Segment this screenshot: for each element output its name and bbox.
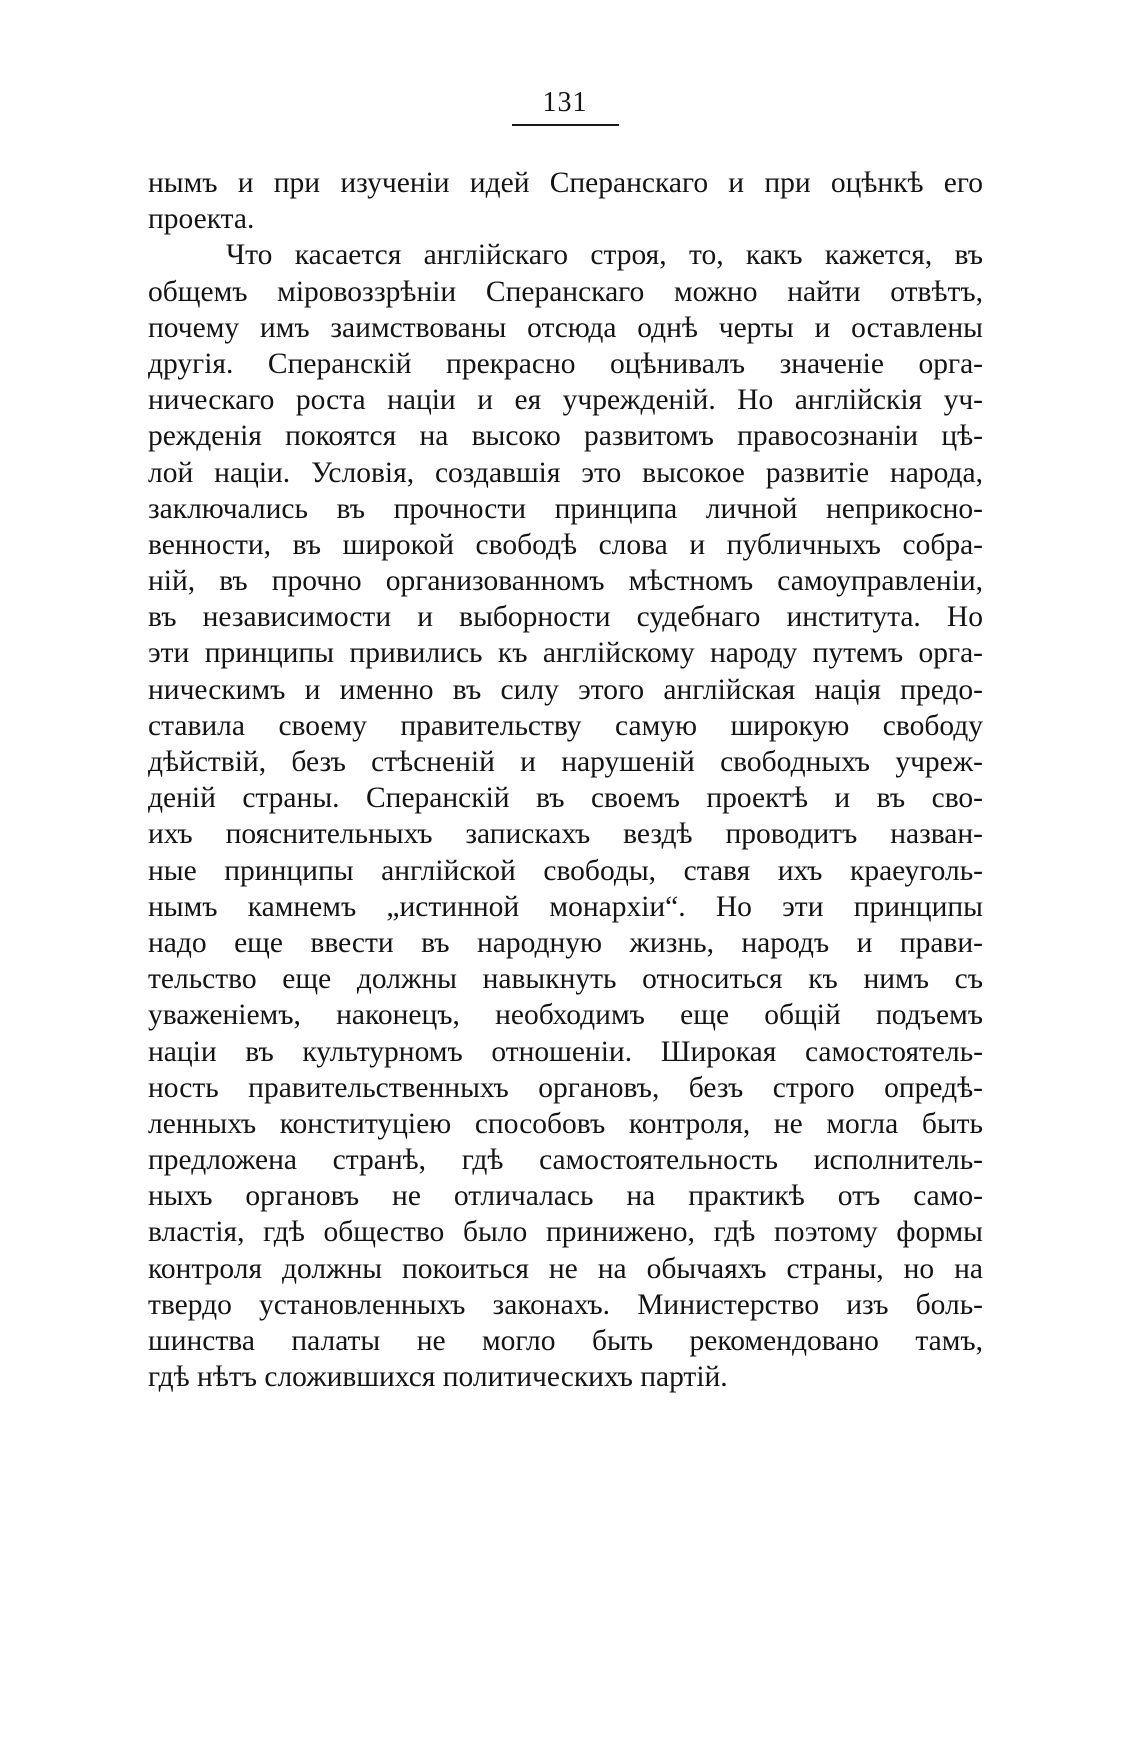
text-line: нымъ камнемъ „истинной монархіи“. Но эти принципы [148,890,983,923]
text-line: другія. Сперанскій прекрасно оцѣнивалъ значеніе орга- [148,347,983,380]
text-line: венности, въ широкой свободѣ слова и публичныхъ собра- [148,528,983,561]
text-line: деній страны. Сперанскій въ своемъ проектѣ и въ сво- [148,782,983,815]
text-line: ній, въ прочно организованномъ мѣстномъ самоуправленіи, [148,565,983,598]
text-line: властія, гдѣ общество было принижено, гдѣ поэтому формы [148,1216,983,1249]
text-line: дѣйствій, безъ стѣсненій и нарушеній свободныхъ учреж- [148,746,983,778]
text-line: въ независимости и выборности судебнаго института. Но [148,601,983,634]
paragraph [148,237,983,1395]
text-line: твердо установленныхъ законахъ. Министерство изъ боль- [148,1288,983,1321]
text-line: контроля должны покоиться не на обычаяхъ страны, но на [148,1252,983,1285]
text-line: почему имъ заимствованы отсюда однѣ черты и оставлены [148,311,983,344]
page-number: 131 [542,87,588,118]
text-line: ность правительственныхъ органовъ, безъ строго опредѣ- [148,1071,983,1104]
text-line: общемъ міровоззрѣніи Сперанскаго можно найти отвѣтъ, [148,275,983,308]
text-line: предложена странѣ, гдѣ самостоятельность исполнитель- [148,1144,983,1177]
text-line: тельство еще должны навыкнуть относиться къ нимъ съ [148,963,983,996]
body-text [148,165,983,1395]
paragraph [148,165,983,237]
text-line: ставила своему правительству самую широкую свободу [148,709,983,742]
text-line: режденія покоятся на высоко развитомъ правосознаніи цѣ- [148,420,983,453]
text-line: заключались въ прочности принципа личной неприкосно- [148,492,983,525]
text-line: надо еще ввести въ народную жизнь, народъ и прави- [148,926,983,959]
page-number-underline [512,124,619,126]
text-line: ническаго роста націи и ея учрежденій. Но англійскія уч- [148,384,983,417]
text-line: гдѣ нѣтъ сложившихся политическихъ партій. [148,1361,728,1394]
text-line: нымъ и при изученіи идей Сперанскаго и при оцѣнкѣ его [148,167,983,199]
text-line: шинства палаты не могло быть рекомендовано тамъ, [148,1325,983,1357]
text-line: лой націи. Условія, создавшія это высокое развитіе народа, [148,456,983,489]
text-line: націи въ культурномъ отношеніи. Широкая самостоятель- [148,1035,983,1068]
text-line: ные принципы англійской свободы, ставя ихъ краеуголь- [148,854,983,887]
text-line: ническимъ и именно въ силу этого англійская нація предо- [148,673,983,706]
text-line: эти принципы привились къ англійскому народу путемъ орга- [148,637,983,670]
text-line: ленныхъ конституціею способовъ контроля, не могла быть [148,1107,983,1140]
text-line: Что касается англійскаго строя, то, какъ кажется, въ [226,239,983,272]
text-line: уваженіемъ, наконецъ, необходимъ еще общій подъемъ [148,999,983,1032]
text-line: ихъ пояснительныхъ запискахъ вездѣ проводитъ назван- [148,818,983,851]
text-line: ныхъ органовъ не отличалась на практикѣ отъ само- [148,1180,983,1213]
text-line: проекта. [148,203,255,236]
